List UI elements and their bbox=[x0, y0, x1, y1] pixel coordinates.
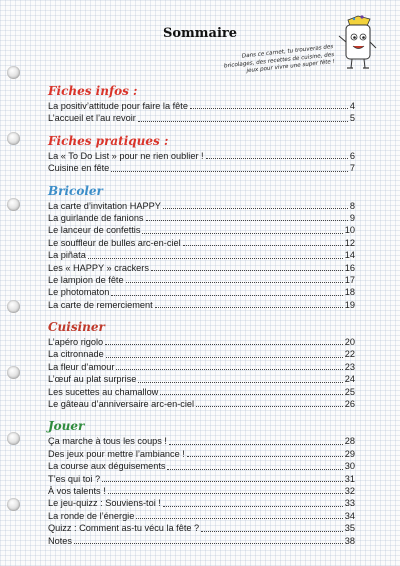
mascot-illustration bbox=[334, 10, 380, 72]
entry-label: T’es qui toi ? bbox=[48, 473, 101, 484]
entry-page-number: 31 bbox=[344, 473, 355, 484]
entry-label: Le souffleur de bulles arc-en-ciel bbox=[48, 237, 181, 248]
entry-page-number: 7 bbox=[349, 163, 355, 174]
entry-page-number: 34 bbox=[344, 510, 355, 521]
intro-text: Dans ce carnet, tu trouveras des bricolages, des recettes de cuisine, des jeux pour vivre une super fête ! bbox=[223, 44, 336, 75]
dot-leader bbox=[102, 481, 343, 482]
toc-entry[interactable] bbox=[48, 100, 355, 112]
entry-page-number: 29 bbox=[344, 448, 355, 459]
dot-leader bbox=[142, 233, 342, 234]
dot-leader bbox=[106, 357, 343, 358]
dot-leader bbox=[111, 171, 348, 172]
binder-hole bbox=[7, 366, 20, 379]
entry-page-number: 9 bbox=[349, 212, 355, 223]
binder-hole bbox=[7, 432, 20, 445]
section-title: Fiches pratiques : bbox=[48, 133, 169, 148]
toc-section bbox=[48, 320, 355, 410]
entry-page-number: 33 bbox=[344, 498, 355, 509]
toc-section bbox=[48, 134, 355, 175]
entry-page-number: 28 bbox=[344, 436, 355, 447]
entry-label: L’apéro rigolo bbox=[48, 337, 104, 348]
entry-label: La « To Do List » pour ne rien oublier ! bbox=[48, 150, 204, 161]
dot-leader bbox=[138, 121, 348, 122]
binder-hole bbox=[7, 300, 20, 313]
entry-label: Le lampion de fête bbox=[48, 274, 124, 285]
entry-page-number: 25 bbox=[344, 386, 355, 397]
entry-page-number: 8 bbox=[349, 200, 355, 211]
toc-entry[interactable] bbox=[48, 224, 355, 236]
toc-entry[interactable] bbox=[48, 497, 355, 509]
entry-page-number: 16 bbox=[344, 262, 355, 273]
entry-label: Ça marche à tous les coups ! bbox=[48, 436, 167, 447]
toc-entry[interactable] bbox=[48, 535, 355, 547]
entry-label: Le jeu-quizz : Souviens-toi ! bbox=[48, 498, 161, 509]
entry-label: Le gâteau d’anniversaire arc-en-ciel bbox=[48, 399, 195, 410]
dot-leader bbox=[136, 518, 342, 519]
entry-label: Le lanceur de confettis bbox=[48, 225, 141, 236]
section-title: Bricoler bbox=[48, 183, 103, 198]
dot-leader bbox=[163, 506, 343, 507]
toc-entry[interactable] bbox=[48, 286, 355, 298]
dot-leader bbox=[206, 158, 348, 159]
toc-entry[interactable] bbox=[48, 212, 355, 224]
dot-leader bbox=[187, 456, 343, 457]
toc-entry[interactable] bbox=[48, 460, 355, 472]
dot-leader bbox=[160, 394, 342, 395]
entry-page-number: 5 bbox=[349, 113, 355, 124]
dot-leader bbox=[111, 295, 342, 296]
section-title: Fiches infos : bbox=[48, 84, 138, 98]
entry-page-number: 35 bbox=[344, 523, 355, 534]
entry-page-number: 12 bbox=[344, 237, 355, 248]
entry-page-number: 22 bbox=[344, 349, 355, 360]
dot-leader bbox=[163, 208, 348, 209]
toc-entry[interactable] bbox=[48, 522, 355, 534]
entry-page-number: 10 bbox=[344, 225, 355, 236]
dot-leader bbox=[167, 469, 342, 470]
entry-page-number: 20 bbox=[344, 337, 355, 348]
dot-leader bbox=[196, 406, 343, 407]
dot-leader bbox=[201, 531, 343, 532]
toc-entry[interactable] bbox=[48, 485, 355, 497]
toc-section bbox=[48, 184, 355, 312]
toc-section bbox=[48, 419, 355, 547]
toc-entry[interactable] bbox=[48, 262, 355, 274]
dot-leader bbox=[169, 444, 343, 445]
toc-entry[interactable] bbox=[48, 249, 355, 261]
table-of-contents bbox=[48, 84, 355, 556]
entry-page-number: 17 bbox=[344, 274, 355, 285]
toc-entry[interactable] bbox=[48, 274, 355, 286]
toc-entry[interactable] bbox=[48, 373, 355, 385]
toc-entry[interactable] bbox=[48, 299, 355, 311]
entry-label: La piñata bbox=[48, 250, 86, 261]
entry-page-number: 26 bbox=[344, 399, 355, 410]
entry-label: La ronde de l’énergie bbox=[48, 510, 135, 521]
dot-leader bbox=[126, 282, 343, 283]
toc-entry[interactable] bbox=[48, 435, 355, 447]
toc-entry[interactable] bbox=[48, 398, 355, 410]
entry-page-number: 14 bbox=[344, 250, 355, 261]
dot-leader bbox=[146, 220, 348, 221]
entry-page-number: 4 bbox=[349, 100, 355, 111]
toc-entry[interactable] bbox=[48, 150, 355, 162]
toc-entry[interactable] bbox=[48, 348, 355, 360]
entry-label: Les « HAPPY » crackers bbox=[48, 262, 149, 273]
entry-page-number: 18 bbox=[344, 287, 355, 298]
page-title: Sommaire bbox=[162, 26, 238, 41]
dot-leader bbox=[116, 369, 342, 370]
toc-entry[interactable] bbox=[48, 510, 355, 522]
entry-label: La citronnade bbox=[48, 349, 104, 360]
dot-leader bbox=[183, 245, 343, 246]
toc-section bbox=[48, 84, 355, 125]
section-title: Jouer bbox=[48, 419, 85, 434]
binder-hole bbox=[7, 198, 20, 211]
entry-label: Notes bbox=[48, 535, 73, 546]
entry-page-number: 24 bbox=[344, 374, 355, 385]
entry-label: La carte d’invitation HAPPY bbox=[48, 200, 161, 211]
toc-entry[interactable] bbox=[48, 448, 355, 460]
toc-entry[interactable] bbox=[48, 336, 355, 348]
entry-label: La carte de remerciement bbox=[48, 299, 153, 310]
dot-leader bbox=[151, 270, 343, 271]
entry-page-number: 6 bbox=[349, 150, 355, 161]
toc-entry[interactable] bbox=[48, 386, 355, 398]
toc-entry[interactable] bbox=[48, 473, 355, 485]
dot-leader bbox=[190, 108, 348, 109]
entry-page-number: 32 bbox=[344, 485, 355, 496]
dot-leader bbox=[88, 258, 343, 259]
entry-label: Les sucettes au chamallow bbox=[48, 386, 159, 397]
binder-hole bbox=[7, 132, 20, 145]
entry-label: Le photomaton bbox=[48, 287, 110, 298]
section-title: Cuisiner bbox=[48, 320, 105, 335]
dot-leader bbox=[138, 382, 342, 383]
entry-label: La positiv’attitude pour faire la fête bbox=[48, 100, 188, 111]
entry-label: L’œuf au plat surprise bbox=[48, 374, 137, 385]
entry-label: À vos talents ! bbox=[48, 485, 106, 496]
binder-hole bbox=[7, 66, 20, 79]
dot-leader bbox=[155, 307, 343, 308]
entry-label: La fleur d’amour bbox=[48, 361, 115, 372]
toc-entry[interactable] bbox=[48, 112, 355, 124]
entry-label: Des jeux pour mettre l’ambiance ! bbox=[48, 448, 185, 459]
entry-label: Quizz : Comment as-tu vécu la fête ? bbox=[48, 523, 200, 534]
dot-leader bbox=[74, 543, 343, 544]
entry-label: L’accueil et l’au revoir bbox=[48, 113, 136, 124]
toc-entry[interactable] bbox=[48, 200, 355, 212]
entry-label: La guirlande de fanions bbox=[48, 212, 144, 223]
dot-leader bbox=[105, 344, 343, 345]
toc-entry[interactable] bbox=[48, 361, 355, 373]
toc-entry[interactable] bbox=[48, 237, 355, 249]
entry-page-number: 30 bbox=[344, 461, 355, 472]
entry-label: La course aux déguisements bbox=[48, 461, 166, 472]
entry-page-number: 23 bbox=[344, 361, 355, 372]
dot-leader bbox=[108, 493, 343, 494]
entry-label: Cuisine en fête bbox=[48, 163, 110, 174]
toc-entry[interactable] bbox=[48, 162, 355, 174]
binder-hole bbox=[7, 498, 20, 511]
entry-page-number: 19 bbox=[344, 299, 355, 310]
entry-page-number: 38 bbox=[344, 535, 355, 546]
